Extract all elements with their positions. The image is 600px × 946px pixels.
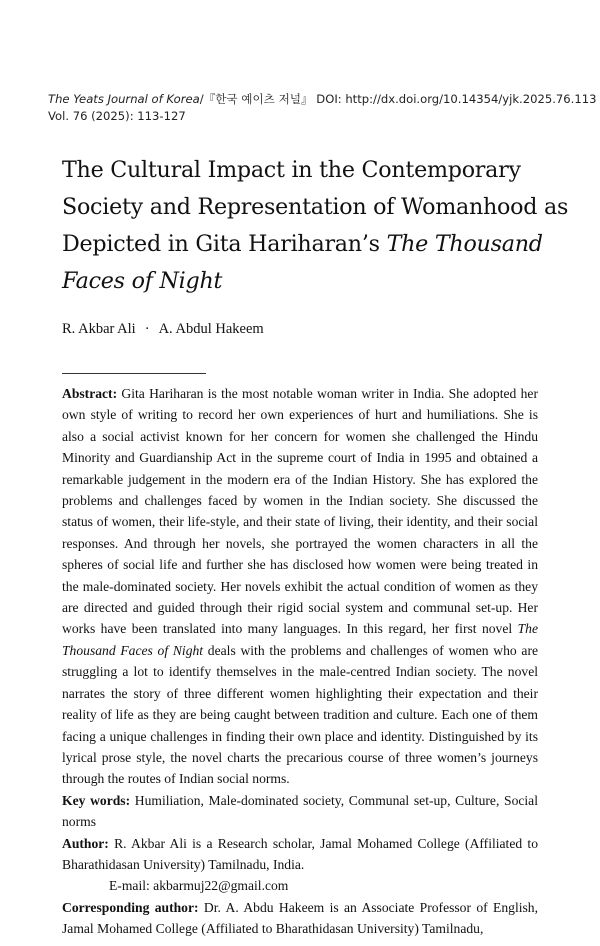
paper-title: [62, 152, 582, 300]
keywords-text: Humiliation, Male-dominated society, Communal set-up, Culture, Social norms: [62, 792, 538, 830]
corresponding-label: Corresponding author:: [62, 899, 199, 915]
title-main: The Cultural Impact in the Contemporary Society and Representation of Womanhood as Depicted in Gita Hariharan’s: [62, 157, 569, 257]
journal-korean-name: /『한국 예이츠 저널』: [199, 92, 313, 106]
journal-name: The Yeats Journal of Korea: [48, 92, 200, 106]
author-note-label: Author:: [62, 835, 109, 851]
author-email: E-mail: akbarmuj22@gmail.com: [109, 878, 289, 894]
journal-citation-line: [48, 91, 597, 108]
corresponding-note: [62, 897, 538, 940]
journal-header: [48, 91, 597, 125]
title-novel: The Thousand Faces of Night: [62, 231, 543, 294]
author-note-text: R. Akbar Ali is a Research scholar, Jamal Mohamed College (Affiliated to Bharathidasan University) Tamilnadu, India.: [62, 835, 538, 872]
keywords-label: Key words:: [62, 792, 131, 808]
author-line: [62, 321, 264, 338]
corresponding-text: Dr. A. Abdu Hakeem is an Associate Professor of English, Jamal Mohamed College (Affiliated to Bharathidasan University) Tamilnadu,: [62, 899, 538, 937]
doi-link[interactable]: DOI: http://dx.doi.org/10.14354/yjk.2025.76.113: [312, 92, 597, 106]
abstract-novel-title: The Thousand Faces of Night: [62, 621, 538, 658]
author-first: R. Akbar Ali: [62, 321, 136, 337]
abstract-text-1: Gita Hariharan is the most notable woman writer in India. She adopted her own style of writing to record her own experiences of hurt and humiliations. She is also a social activist known for her concern for women she challenged the Hindu Minority and Guardianship Act in the supreme court of India in 1995 and obtained a remarkable judgement in the modern era of the Indian History. She has explored the problems and challenges faced by women in the Indian society. She discussed the status of women, their life-style, and their state of living, their identity, and their social responses. And through her novels, she portrayed the women characters in all the spheres of social life and further she has disclosed how women were being treated in the male-dominated society. Her novels exhibit the actual condition of women as they are directed and guided through their rigid social system and communal set-up. Her works have been translated into many languages. In this regard, her first novel: [62, 386, 538, 637]
keywords-line: [62, 790, 538, 833]
volume-line: Vol. 76 (2025): 113-127: [48, 109, 186, 123]
abstract-block: [62, 383, 538, 940]
abstract-label: Abstract:: [62, 386, 118, 401]
section-divider: [62, 373, 206, 374]
author-separator: ·: [144, 321, 150, 337]
author-second: A. Abdul Hakeem: [158, 321, 264, 337]
author-note: [62, 833, 538, 897]
abstract-paragraph: [62, 383, 538, 790]
abstract-text-2: deals with the problems and challenges of women who are struggling a lot to identify themselves in the male-centred Indian society. The novel narrates the story of three different women highlighting their expectation and their reality of life as they are being caught between tradition and culture. Each one of them facing a unique challenges in finding their own place and identity. Distinguished by its lyrical prose style, the novel charts the precarious course of three women’s journeys through the routes of Indian social norms.: [62, 642, 539, 787]
